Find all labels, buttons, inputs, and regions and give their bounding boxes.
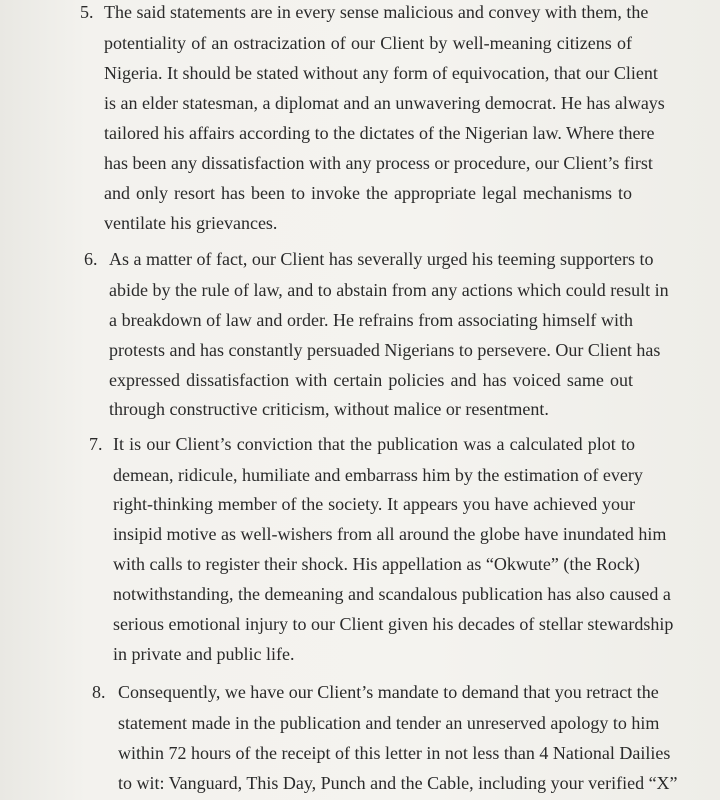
paragraph-line: to wit: Vanguard, This Day, Punch and the Cable, including your verified “X”: [118, 773, 678, 793]
paragraph-line: notwithstanding, the demeaning and scandalous publication has also caused a: [113, 584, 671, 604]
paragraph-number: 8.: [92, 682, 106, 702]
paragraph-number: 5.: [80, 2, 94, 22]
paragraph-line: potentiality of an ostracization of our Client by well-meaning citizens of: [104, 33, 632, 53]
paragraph-line: and only resort has been to invoke the appropriate legal mechanisms to: [104, 183, 632, 203]
paragraph-line: within 72 hours of the receipt of this letter in not less than 4 National Dailies: [118, 743, 671, 763]
paragraph-line: insipid motive as well-wishers from all around the globe have inundated him: [113, 524, 667, 544]
paragraph-line: As a matter of fact, our Client has severally urged his teeming supporters to: [109, 249, 654, 269]
paragraph-line: statement made in the publication and tender an unreserved apology to him: [118, 713, 660, 733]
paragraph-line: with calls to register their shock. His appellation as “Okwute” (the Rock): [113, 554, 640, 574]
paragraph-line: tailored his affairs according to the dictates of the Nigerian law. Where there: [104, 123, 655, 143]
paragraph-line: a breakdown of law and order. He refrains from associating himself with: [109, 310, 633, 330]
paragraph-line: demean, ridicule, humiliate and embarrass him by the estimation of every: [113, 465, 643, 485]
paragraph-line: ventilate his grievances.: [104, 213, 278, 233]
paragraph-line: has been any dissatisfaction with any process or procedure, our Client’s first: [104, 153, 653, 173]
paragraph-line: expressed dissatisfaction with certain policies and has voiced same out: [109, 370, 633, 390]
paragraph-line: The said statements are in every sense malicious and convey with them, the: [104, 2, 649, 22]
paragraph-line: serious emotional injury to our Client given his decades of stellar stewardship: [113, 614, 674, 634]
paragraph-line: is an elder statesman, a diplomat and an unwavering democrat. He has always: [104, 93, 665, 113]
paragraph-line: protests and has constantly persuaded Nigerians to persevere. Our Client has: [109, 340, 661, 360]
paragraph-line: in private and public life.: [113, 644, 295, 664]
paragraph-line: abide by the rule of law, and to abstain from any actions which could result in: [109, 280, 669, 300]
paragraph-line: through constructive criticism, without malice or resentment.: [109, 399, 549, 419]
paragraph-line: right-thinking member of the society. It appears you have achieved your: [113, 494, 635, 514]
paragraph-line: Consequently, we have our Client’s mandate to demand that you retract the: [118, 682, 659, 702]
paragraph-number: 7.: [89, 434, 103, 454]
paragraph-line: It is our Client’s conviction that the publication was a calculated plot to: [113, 434, 635, 454]
paragraph-line: Nigeria. It should be stated without any form of equivocation, that our Client: [104, 63, 658, 83]
paragraph-number: 6.: [84, 249, 98, 269]
